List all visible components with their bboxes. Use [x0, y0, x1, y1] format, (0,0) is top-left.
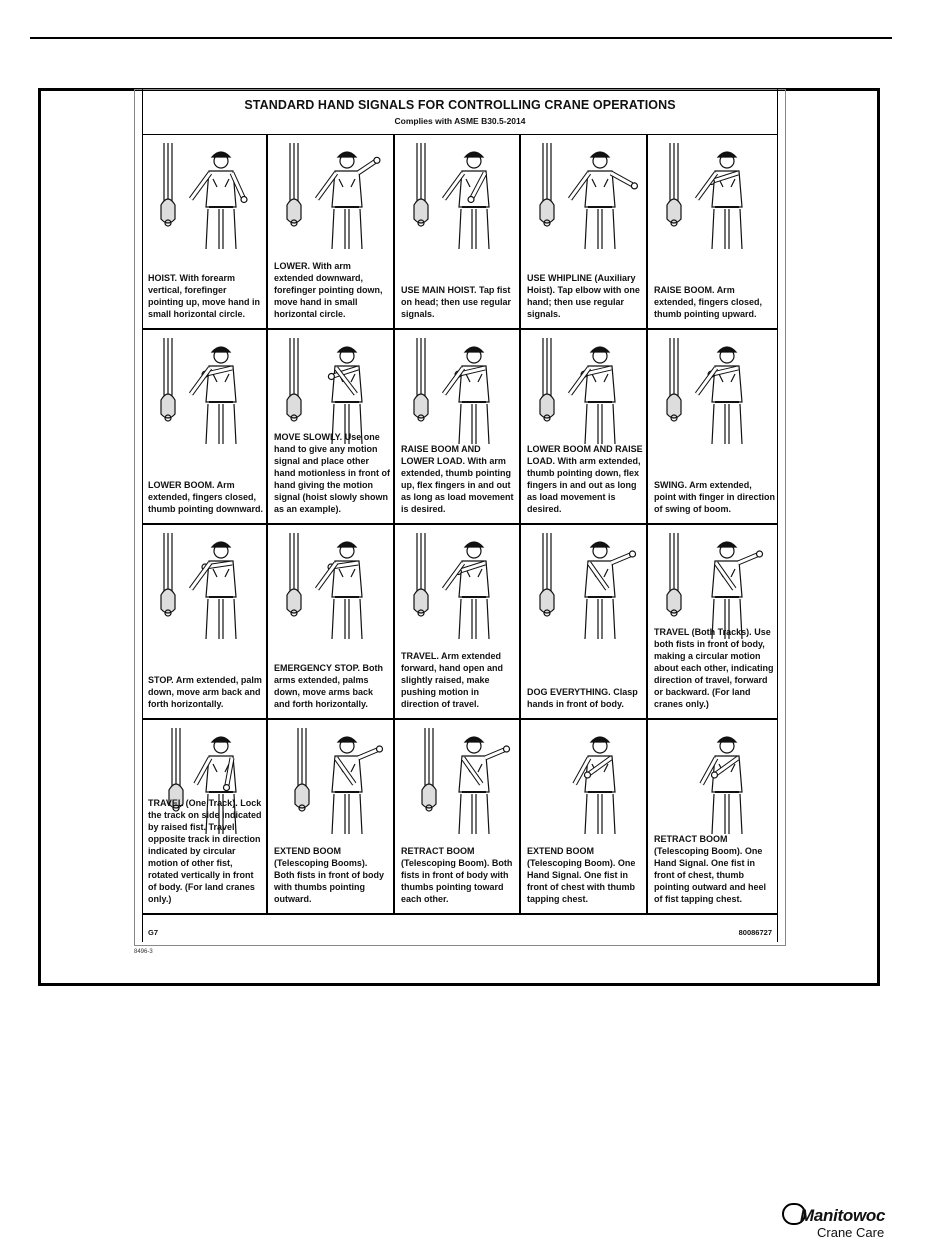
chart-subtitle: Complies with ASME B30.5-2014 — [394, 116, 526, 126]
signal-cell — [395, 525, 521, 720]
signal-description — [654, 479, 775, 515]
signal-instruction: With forearm vertical, forefinger pointing up, move hand in small horizontal circle. — [148, 273, 260, 319]
signal-cell — [395, 720, 521, 915]
header-rule — [30, 37, 892, 39]
signal-name: RETRACT BOOM — [654, 834, 728, 844]
signal-cell — [395, 330, 521, 525]
signal-name: RAISE BOOM. — [654, 285, 715, 295]
signal-name: RETRACT BOOM — [401, 846, 475, 856]
signal-name: TRAVEL (Both Tracks). — [654, 627, 752, 637]
signal-description — [527, 272, 643, 320]
signal-name: USE WHIPLINE — [527, 273, 593, 283]
signal-description — [148, 272, 263, 320]
signal-instruction: Both arms extended, palms down, move arms back and forth horizontally. — [274, 663, 384, 709]
brand-subtitle: Crane Care — [817, 1225, 885, 1240]
signal-cell — [268, 135, 395, 330]
signal-instruction: (Telescoping Booms). Both fists in front of body with thumbs pointing outward. — [274, 858, 384, 904]
signal-instruction: Arm extended, palm down, move arm back and forth horizontally. — [148, 675, 262, 709]
signal-description — [274, 845, 390, 905]
signal-name: LOWER BOOM. — [148, 480, 215, 490]
figure-reference: 8496-3 — [134, 949, 153, 955]
signal-description — [654, 626, 775, 710]
signal-instruction: Arm extended, point with finger in direction of swing of boom. — [654, 480, 775, 514]
signal-description — [527, 686, 643, 710]
signal-name: TRAVEL. — [401, 651, 439, 661]
signal-name: LOWER. — [274, 261, 310, 271]
signal-instruction: Clasp hands in front of body. — [527, 687, 638, 709]
signal-name: DOG EVERYTHING. — [527, 687, 611, 697]
signal-cell — [648, 135, 778, 330]
signal-name: EXTEND BOOM — [527, 846, 595, 856]
chart-part-number: 80086727 — [738, 928, 772, 937]
chart-header — [142, 89, 778, 135]
signal-instruction: Lock the track on side indicated by raised fist. Travel opposite track in direction indicated by circular motion of other fist, rotated vertically in front of body. (For land cranes only.) — [148, 798, 262, 904]
signal-cell — [648, 720, 778, 915]
signal-name: STOP. — [148, 675, 174, 685]
signal-instruction: Tap fist on head; then use regular signals. — [401, 285, 512, 319]
signal-description — [401, 284, 516, 320]
signal-cell — [521, 135, 648, 330]
signal-instruction: With arm extended downward, forefinger pointing down, move hand in small horizontal circle. — [274, 261, 383, 319]
signal-description — [148, 674, 263, 710]
signal-cell — [142, 525, 268, 720]
signal-description — [274, 260, 390, 320]
signal-description — [527, 443, 643, 515]
signal-cell — [521, 720, 648, 915]
signal-instruction: Arm extended, fingers closed, thumb pointing upward. — [654, 285, 763, 319]
signal-description — [654, 284, 775, 320]
signal-instruction: Use both fists in front of body, making a circular motion about each other, indicating direction of travel, forward or backward. (For land cranes only.) — [654, 627, 774, 709]
brand-name: Manitowoc — [800, 1206, 886, 1225]
signal-grid — [142, 135, 778, 915]
chart-code: G7 — [148, 928, 159, 937]
signal-description — [274, 662, 390, 710]
signal-description — [401, 845, 516, 905]
signal-name: HOIST. — [148, 273, 178, 283]
signal-cell — [648, 330, 778, 525]
signal-cell — [268, 330, 395, 525]
signal-name: LOWER BOOM AND RAISE LOAD. — [527, 444, 643, 466]
signal-cell — [268, 720, 395, 915]
signal-description — [654, 833, 775, 905]
signal-description — [148, 479, 263, 515]
signal-name: SWING. — [654, 480, 687, 490]
signal-instruction: (Telescoping Boom). One Hand Signal. One fist in front of chest, thumb pointing outward and heel of fist tapping chest. — [654, 846, 766, 904]
chart-title: STANDARD HAND SIGNALS FOR CONTROLLING CRANE OPERATIONS — [244, 98, 676, 112]
signal-name: USE MAIN HOIST. — [401, 285, 477, 295]
signal-cell — [648, 525, 778, 720]
signal-description — [401, 443, 516, 515]
signal-instruction: (Telescoping Boom). Both fists in front of body with thumbs pointing toward each other. — [401, 858, 513, 904]
signal-cell — [395, 135, 521, 330]
signal-cell — [142, 135, 268, 330]
signal-instruction: Arm extended, fingers closed, thumb pointing downward. — [148, 480, 263, 514]
signal-name: RAISE BOOM AND LOWER LOAD. — [401, 444, 481, 466]
signal-instruction: (Auxiliary Hoist). Tap elbow with one hand; then use regular signals. — [527, 273, 640, 319]
signal-cell — [142, 720, 268, 915]
signal-cell — [521, 330, 648, 525]
signal-instruction: With arm extended, thumb pointing up, flex fingers in and out as long as load movement is desired. — [401, 456, 514, 514]
signal-instruction: With arm extended, thumb pointing down, flex fingers in and out as long as load movement is desired. — [527, 456, 641, 514]
signal-description — [148, 797, 263, 905]
signal-description — [274, 431, 390, 515]
signal-name: TRAVEL (One Track). — [148, 798, 238, 808]
signal-description — [527, 845, 643, 905]
signal-cell — [521, 525, 648, 720]
signal-instruction: (Telescoping Boom). One Hand Signal. One fist in front of chest with thumb tapping chest. — [527, 858, 636, 904]
signal-cell — [268, 525, 395, 720]
signal-name: EXTEND BOOM — [274, 846, 342, 856]
signal-instruction: Use one hand to give any motion signal and place other hand motionless in front of hand giving the motion signal (hoist slowly shown as an example). — [274, 432, 390, 514]
signal-name: EMERGENCY STOP. — [274, 663, 361, 673]
signal-name: MOVE SLOWLY. — [274, 432, 343, 442]
signal-description — [401, 650, 516, 710]
signal-instruction: Arm extended forward, hand open and slightly raised, make pushing motion in direction of travel. — [401, 651, 504, 709]
signal-cell — [142, 330, 268, 525]
